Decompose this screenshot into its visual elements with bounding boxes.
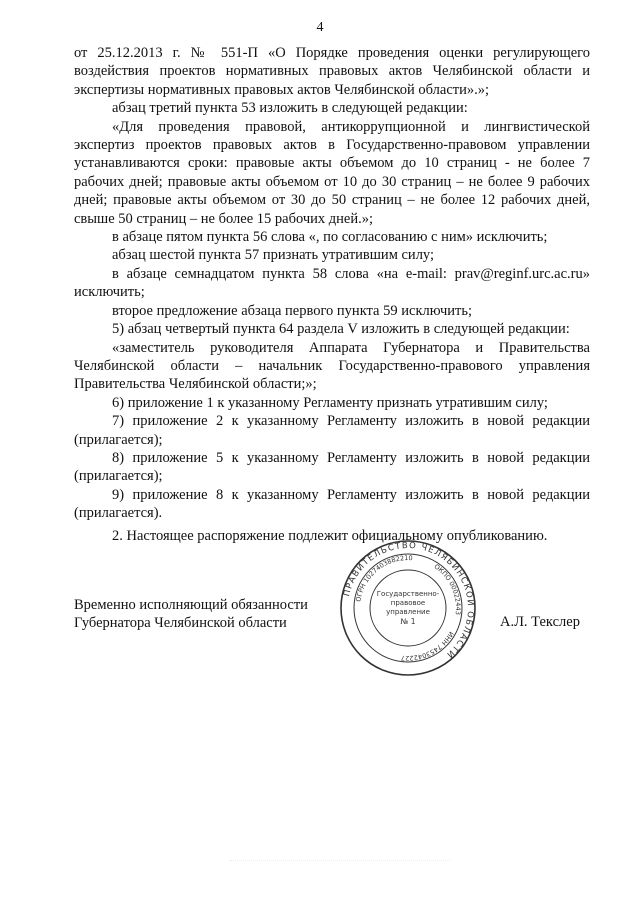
seal-center-line3: управление — [386, 608, 430, 616]
signature-position-line1: Временно исполняющий обязанности — [74, 597, 308, 613]
paragraph: 8) приложение 5 к указанному Регламенту изложить в новой редакции (прилагается); — [74, 449, 590, 485]
paragraph: 9) приложение 8 к указанному Регламенту изложить в новой редакции (прилагается). — [74, 486, 590, 522]
paragraph-quote: «Для проведения правовой, антикоррупционной и лингвистической экспертиз проектов правовых актов в Государственно-правовом управлении устанавливаются сроки: правовые акты объемом до 10 страниц - не более 7 рабочих дней; правовые акты объемом от 10 до 30 страниц – не более 9 рабочих дней; правовые акты объемом от 30 до 50 страниц – не более 12 рабочих дней, свыше 50 страниц – не более 15 рабочих дней.»; — [74, 118, 590, 227]
seal-inn-text: ИНН 7453042227 — [400, 630, 456, 663]
paragraph: 5) абзац четвертый пункта 64 раздела V изложить в следующей редакции: — [112, 321, 570, 338]
document-body — [74, 44, 590, 545]
signature-position — [74, 596, 308, 633]
seal-center-line2: правовое — [390, 599, 426, 607]
seal-okpo-text: ОКПО 00022443 — [432, 562, 463, 616]
signature-position-line2: Губернатора Челябинской области — [74, 615, 287, 632]
paragraph: 7) приложение 2 к указанному Регламенту изложить в новой редакции (прилагается); — [74, 413, 590, 448]
official-seal — [338, 538, 478, 678]
seal-center-line1: Государственно- — [376, 590, 440, 598]
seal-outer-text: ПРАВИТЕЛЬСТВО ЧЕЛЯБИНСКОЙ ОБЛАСТИ — [342, 540, 476, 661]
paragraph-continuation: от 25.12.2013 г. № 551-П «О Порядке проведения оценки регулирующего воздействия проектов нормативных правовых актов Челябинской области и экспертизы нормативных правовых актов Челябинской области».»; — [74, 45, 590, 98]
paragraph: абзац третий пункта 53 изложить в следующей редакции: — [112, 100, 468, 117]
seal-center-line4: № 1 — [400, 617, 416, 626]
paragraph: второе предложение абзаца первого пункта 59 исключить; — [112, 302, 473, 319]
faint-footer-watermark — [230, 860, 450, 871]
paragraph: 6) приложение 1 к указанному Регламенту признать утратившим силу; — [112, 394, 548, 411]
paragraph: в абзаце семнадцатом пункта 58 слова «на e-mail: prav@reginf.urc.ac.ru» исключить; — [74, 265, 590, 301]
paragraph: в абзаце пятом пункта 56 слова «, по согласованию с ним» исключить; — [112, 229, 548, 246]
paragraph: абзац шестой пункта 57 признать утратившим силу; — [112, 247, 435, 264]
signatory-name: А.Л. Текслер — [500, 614, 580, 630]
seal-ogrn-text: ОГРН 1027403882210 — [354, 553, 413, 603]
paragraph-final: 2. Настоящее распоряжение подлежит официальному опубликованию. — [112, 527, 548, 544]
paragraph-quote: «заместитель руководителя Аппарата Губернатора и Правительства Челябинской области – начальник Государственно-правового управления Правительства Челябинской области;»; — [74, 339, 590, 393]
page-number: 4 — [316, 20, 324, 35]
